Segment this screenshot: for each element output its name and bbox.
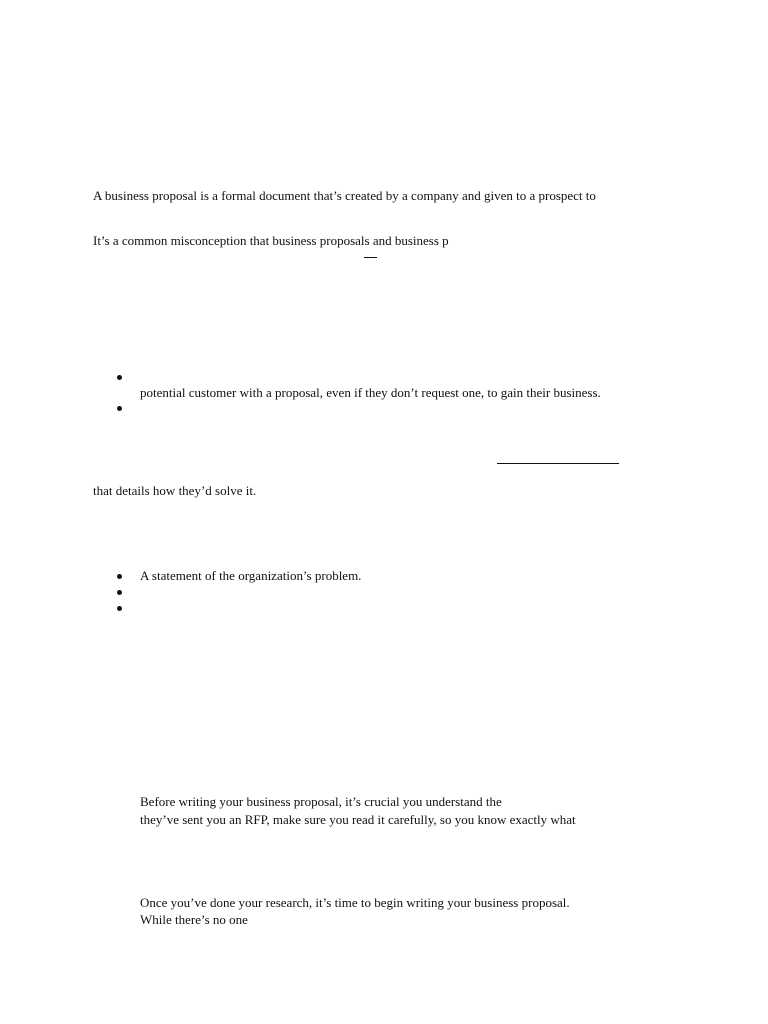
list-item-unsolicited-proposal: potential customer with a proposal, even if they don’t request one, to gain their business. <box>140 385 601 400</box>
list-item-problem-statement: A statement of the organization’s problem. <box>140 568 362 583</box>
section-research-line-2: they’ve sent you an RFP, make sure you read it carefully, so you know exactly what <box>140 812 576 827</box>
em-dash-mark <box>364 257 377 258</box>
paragraph-business-proposal-definition: A business proposal is a formal document that’s created by a company and given to a prospect to <box>93 188 596 203</box>
underline-mark <box>497 463 619 464</box>
bullet-marker <box>117 590 122 595</box>
paragraph-solve-it: that details how they’d solve it. <box>93 483 257 498</box>
section-research-line-1: Before writing your business proposal, it’s crucial you understand the <box>140 794 502 809</box>
bullet-marker <box>117 574 122 579</box>
section-writing-line-1: Once you’ve done your research, it’s time to begin writing your business proposal. <box>140 895 570 910</box>
bullet-marker <box>117 406 122 411</box>
bullet-marker <box>117 375 122 380</box>
section-writing-line-2: While there’s no one <box>140 912 248 927</box>
bullet-marker <box>117 606 122 611</box>
paragraph-common-misconception: It’s a common misconception that business proposals and business p <box>93 233 449 248</box>
